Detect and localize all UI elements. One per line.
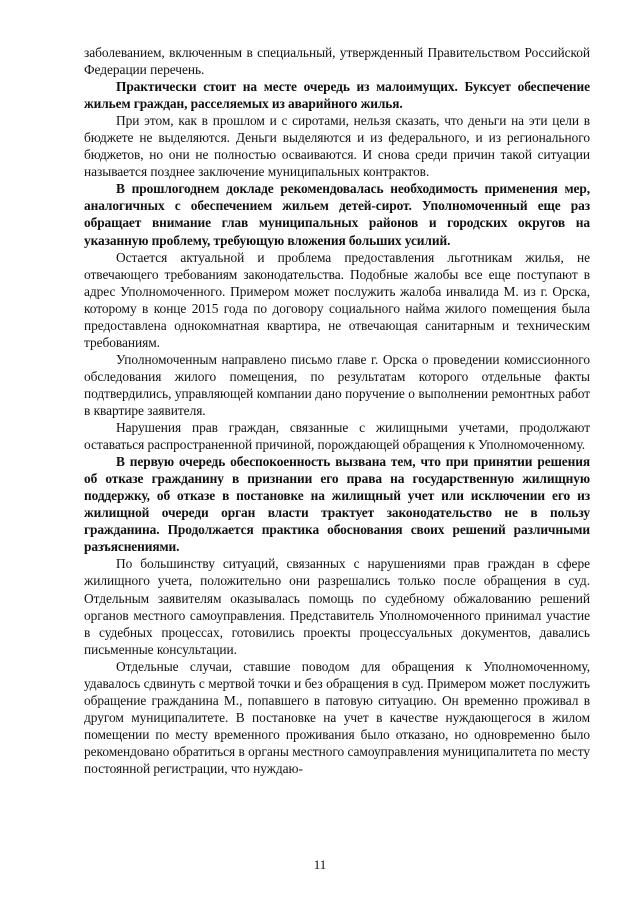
paragraph-budget-funds: При этом, как в прошлом и с сиротами, нельзя сказать, что деньги на эти цели в бюджете не выделяются. Деньги выделяются и из федерального, и из регионального бюджетов, но они не полностью осваиваются. И снова среди причин такой ситуации называется позднее заключение муниципальных контрактов.	[84, 113, 590, 180]
paragraph-orsk-letter: Уполномоченным направлено письмо главе г. Орска о проведении комиссионного обследования жилого помещения, по результатам которого отдельные факты подтвердились, управляющей компании дано поручение о выполнении ремонтных работ в квартире заявителя.	[84, 351, 590, 418]
page-number: 11	[313, 857, 327, 872]
paragraph-bold-concern: В первую очередь обеспокоенность вызвана тем, что при принятии решения об отказе гражданину в признании его права на государственную жилищную поддержку, об отказе в постановке на жилищный учет или исключении его из жилищной очереди орган власти трактует законодательство не в пользу гражданина. Продолжается практика обоснования своих решений различными разъяснениями.	[84, 454, 590, 555]
paragraph-bold-recommendation: В прошлогоднем докладе рекомендовалась необходимость применения мер, аналогичных с обеспечением жильем детей-сирот. Уполномоченный еще раз обращает внимание глав муниципальных районов и городских округов на указанную проблему, требующую вложения больших усилий.	[84, 181, 590, 248]
paragraph-bold-low-income-queue: Практически стоит на месте очередь из малоимущих. Буксует обеспечение жильем граждан, расселяемых из аварийного жилья.	[84, 79, 590, 112]
paragraph-beneficiaries-housing: Остается актуальной и проблема предоставления льготникам жилья, не отвечающего требованиям законодательства. Подобные жалобы все еще поступают в адрес Уполномоченного. Примером может послужить жалоба инвалида М. из г. Орска, которому в конце 2015 года по договору социального найма жилого помещения была предоставлена однокомнатная квартира, не отвечающая санитарным и техническим требованиям.	[84, 249, 590, 350]
page-body	[84, 44, 590, 777]
paragraph-court-resolution: По большинству ситуаций, связанных с нарушениями прав граждан в сфере жилищного учета, положительно они разрешались только после обращения в суд. Отдельным заявителям оказывалась помощь по судебному обжалованию решений органов местного самоуправления. Представитель Уполномоченного принимал участие в судебных процессах, готовились проекты процессуальных документов, давались письменные консультации.	[84, 556, 590, 657]
paragraph-individual-cases: Отдельные случаи, ставшие поводом для обращения к Уполномоченному, удавалось сдвинуть с мертвой точки и без обращения в суд. Примером может послужить обращение гражданина М., попавшего в патовую ситуацию. Он временно проживал в другом муниципалитете. В постановке на учет в качестве нуждающегося в жилом помещении по месту временного проживания было отказано, но одновременно было рекомендовано обратиться в органы местного самоуправления муниципалитета по месту постоянной регистрации, что нуждаю-	[84, 658, 590, 776]
paragraph-housing-registration-violations: Нарушения прав граждан, связанные с жилищными учетами, продолжают оставаться распространенной причиной, порождающей обращения к Уполномоченному.	[84, 420, 590, 453]
paragraph-continuation: заболеванием, включенным в специальный, утвержденный Правительством Российской Федерации перечень.	[84, 45, 590, 78]
